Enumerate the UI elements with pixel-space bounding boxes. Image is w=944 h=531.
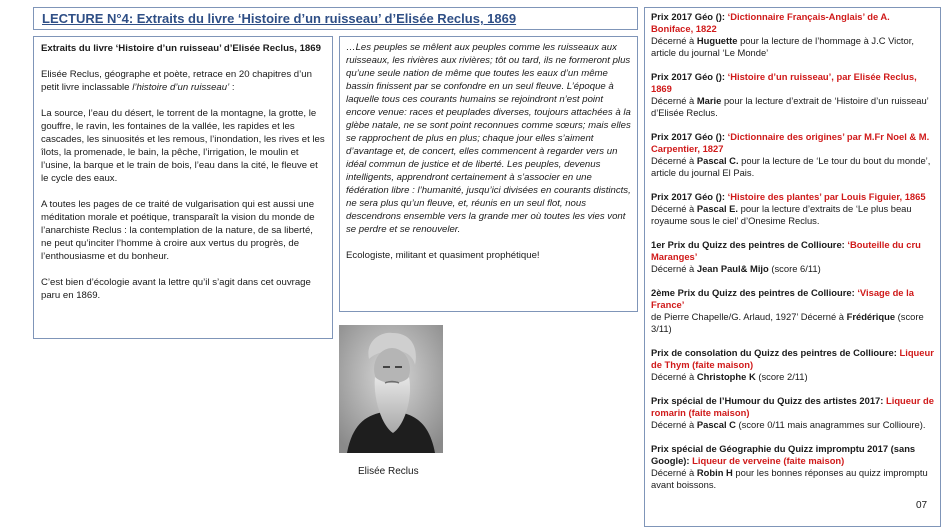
- intro-text-box: [33, 36, 333, 339]
- prize-heading: Prix spécial de l’Humour du Quizz des artistes 2017:: [651, 395, 886, 406]
- prize-detail: pour la lecture de l’hommage à J.C Victor, article du journal ‘Le Monde’: [651, 35, 914, 58]
- intro-paragraph-1: [41, 68, 325, 94]
- prize-awarded-to-text: Décerné à: [651, 371, 697, 382]
- prize-reward: Liqueur de verveine (faite maison): [692, 455, 845, 466]
- prize-reward: ‘Visage de la France’: [651, 287, 914, 310]
- prize-entry: [651, 71, 934, 119]
- prize-awarded-to-text: Décerné à: [651, 203, 697, 214]
- prize-entry: [651, 287, 934, 335]
- prize-entry: [651, 395, 934, 431]
- intro-paragraph-3: A toutes les pages de ce traité de vulgarisation qui est aussi une méditation morale et poétique, transparaît la vision du monde de l’anarchiste Reclus : la contemplation de la nature, de sa liberté, ne peut qu’inciter l’homme à croire aux vertus du progrès, de l’enthousiasme et du bonheur.: [41, 199, 315, 262]
- prize-detail: (score 6/11): [768, 263, 821, 274]
- page-title: LECTURE N°4: Extraits du livre ‘Histoire d’un ruisseau’ d’Elisée Reclus, 1869: [42, 11, 517, 26]
- intro-p1-end: :: [229, 82, 235, 93]
- prize-awarded-to-text: Décerné à: [651, 35, 697, 46]
- prize-detail: (score 0/11 mais anagrammes sur Collioure).: [735, 419, 926, 430]
- prize-detail: (score 2/11): [755, 371, 808, 382]
- prize-entry: [651, 11, 934, 59]
- prize-entry: [651, 347, 934, 383]
- prize-winner: Christophe K: [696, 371, 756, 382]
- prize-entry: [651, 239, 934, 275]
- intro-heading: Extraits du livre ‘Histoire d’un ruisseau’ d’Elisée Reclus, 1869: [41, 43, 321, 54]
- prize-detail: (score 3/11): [651, 311, 924, 334]
- prize-winner: Jean Paul& Mijo: [696, 263, 769, 274]
- prize-reward: Liqueur de romarin (faite maison): [651, 395, 934, 418]
- prize-winner: Robin H: [696, 467, 733, 478]
- prize-winner: Huguette: [696, 35, 738, 46]
- prize-detail: pour les bonnes réponses au quizz impromptu avant boissons.: [651, 467, 928, 490]
- prize-entry: [651, 443, 934, 491]
- prize-awarded-to-text: Décerné à: [651, 263, 697, 274]
- prize-detail: pour la lecture de ‘Le tour du bout du monde’, article du journal El Pais.: [651, 155, 931, 178]
- prize-awarded-to-text: de Pierre Chapelle/G. Arlaud, 1927’ Décerné à: [651, 311, 847, 322]
- prize-heading: 2ème Prix du Quizz des peintres de Collioure:: [651, 287, 858, 298]
- prize-heading: Prix 2017 Géo ():: [651, 191, 728, 202]
- portrait-photo: [339, 325, 443, 453]
- prize-heading: Prix 2017 Géo ():: [651, 131, 728, 142]
- title-box: [33, 7, 638, 30]
- prize-heading: Prix 2017 Géo ():: [651, 71, 728, 82]
- prize-awarded-to-text: Décerné à: [651, 467, 697, 478]
- prize-reward: ‘Dictionnaire Français-Anglais’ de A. Boniface, 1822: [651, 11, 890, 34]
- prize-awarded-to-text: Décerné à: [651, 155, 697, 166]
- prize-heading: 1er Prix du Quizz des peintres de Collioure:: [651, 239, 848, 250]
- prize-list: [651, 11, 934, 491]
- prize-heading: Prix 2017 Géo ():: [651, 11, 728, 22]
- prize-reward: ‘Dictionnaire des origines’ par M.Fr Noel & M. Carpentier, 1827: [651, 131, 930, 154]
- prize-reward: ‘Histoire d’un ruisseau’, par Elisée Reclus, 1869: [651, 71, 917, 94]
- intro-p1-start: Elisée Reclus, géographe et poète, retrace en 20 chapitres d’un petit livre inclassable: [41, 69, 312, 93]
- prize-winner: Pascal C: [696, 419, 736, 430]
- intro-p1-book-title: l’histoire d’un ruisseau’: [132, 82, 230, 93]
- prize-detail: pour la lecture d’extraits de ‘Le plus beau royaume sous le ciel’ d’Onesime Reclus.: [651, 203, 912, 226]
- prize-winner: Pascal E.: [696, 203, 739, 214]
- prize-winner: Marie: [696, 95, 722, 106]
- page-number: 07: [916, 500, 928, 511]
- prize-reward: Liqueur de Thym (faite maison): [651, 347, 934, 370]
- prize-heading: Prix de consolation du Quizz des peintres de Collioure:: [651, 347, 900, 358]
- portrait-caption: Elisée Reclus: [358, 466, 419, 477]
- intro-paragraph-4: C’est bien d’écologie avant la lettre qu’il s’agit dans cet ouvrage paru en 1869.: [41, 277, 311, 301]
- reclus-quote: …Les peuples se mêlent aux peuples comme les ruisseaux aux ruisseaux, les rivières aux rivières; tôt ou tard, ils ne formeront plus qu’une seule nation de même que toutes les eaux d’un même bassin finissent par se confondre en un seul fleuve. L’époque à laquelle tous ces courants humains se rejoindront n’est point encore venue: races et peuplades diverses, toujours attachées à la glèbe natale, ne se sont point reconnues comme sœurs; mais elles se rapprochent de plus en plus; chaque jour elles s’aiment d’avantage et, de concert, elles commencent à regarder vers un idéal commun de justice et de liberté. Les peuples, devenus intelligents, apprendront certainement à s’associer en une fédération libre : l’humanité, jusqu’ici divisées en courants distincts, ne sera plus qu’un fleuve, et, réunis en un seul flot, nous descendrons ensemble vers la grande mer où toutes les vies vont se perdre et se renouveler.: [346, 42, 631, 235]
- prize-entry: [651, 191, 934, 227]
- prizes-box: [644, 7, 941, 527]
- prize-heading: Prix spécial de Géographie du Quizz impromptu 2017 (sans Google):: [651, 443, 916, 466]
- prize-entry: [651, 131, 934, 179]
- prize-winner: Frédérique: [846, 311, 896, 322]
- prize-awarded-to-text: Décerné à: [651, 419, 697, 430]
- quote-conclusion: Ecologiste, militant et quasiment prophétique!: [346, 250, 540, 261]
- prize-detail: pour la lecture d’extrait de ‘Histoire d’un ruisseau’ d’Elisée Reclus.: [651, 95, 929, 118]
- intro-paragraph-2: La source, l’eau du désert, le torrent de la montagne, la grotte, le gouffre, le ravin, les fontaines de la vallée, les rapides et les cascades, les sinuosités et les remous, l’inondation, les rives et les îlots, la promenade, le bain, la pêche, l’irrigation, le moulin et l’usine, la barque et le train de bois, l’eau dans la cité, le fleuve et le cycle des eaux.: [41, 108, 325, 184]
- prize-awarded-to-text: Décerné à: [651, 95, 697, 106]
- prize-winner: Pascal C.: [696, 155, 739, 166]
- quote-box: [339, 36, 638, 312]
- prize-reward: ‘Histoire des plantes’ par Louis Figuier, 1865: [727, 191, 926, 202]
- prize-reward: ‘Bouteille du cru Maranges’: [651, 239, 921, 262]
